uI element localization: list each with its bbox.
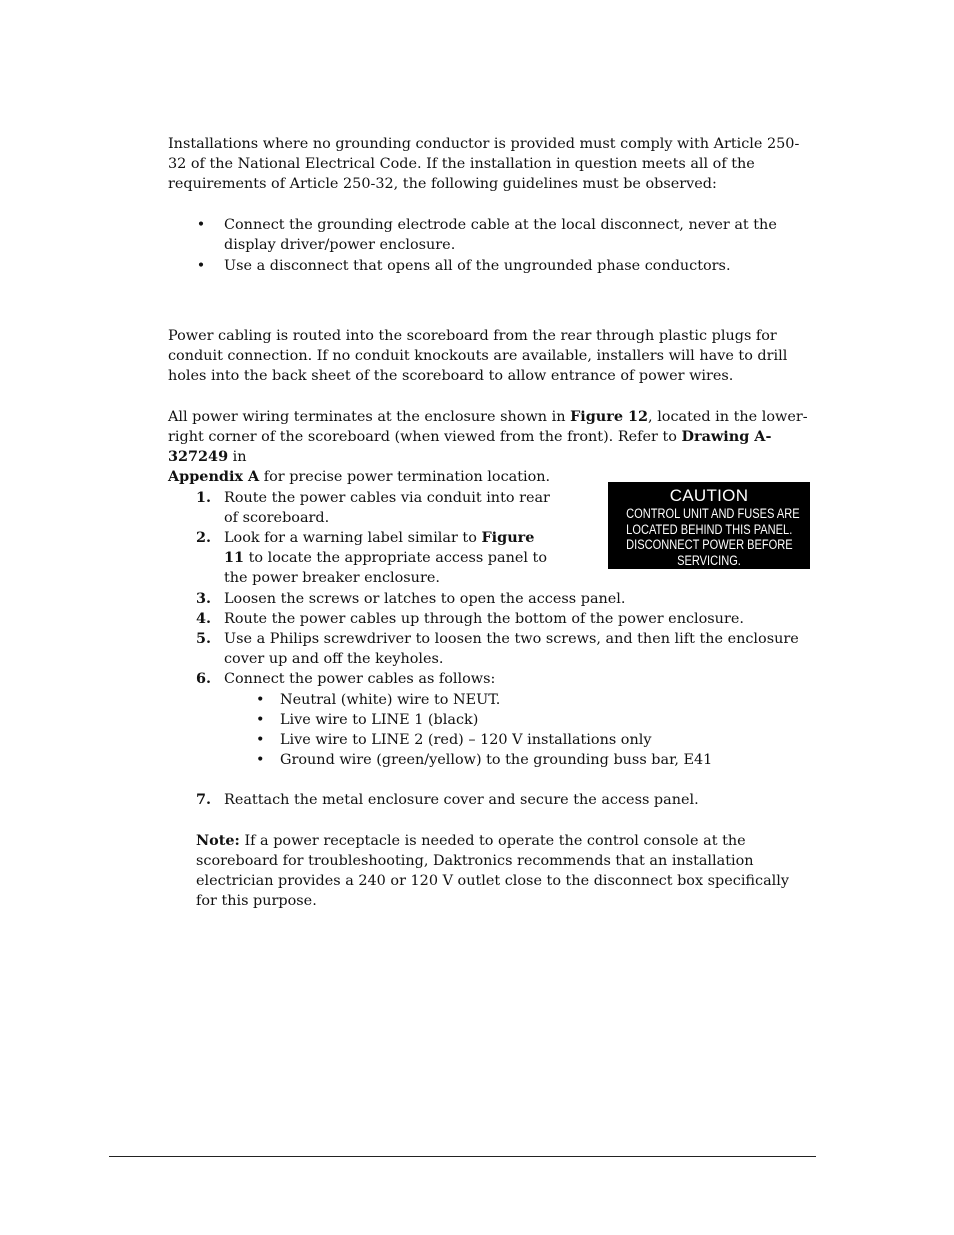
bullet-icon: •: [256, 712, 265, 728]
bullet-icon: •: [256, 692, 265, 708]
footer-divider: [109, 1156, 816, 1157]
bullet-icon: •: [256, 752, 265, 768]
step-text: Connect the power cables as follows:: [224, 671, 496, 687]
step-number: 3.: [196, 590, 212, 607]
caution-line: CONTROL UNIT AND FUSES ARE: [626, 506, 800, 521]
step-7: [196, 790, 808, 810]
guidelines-list: [168, 215, 808, 276]
figure-reference: Figure 12: [570, 408, 649, 425]
guideline-text: Connect the grounding electrode cable at the local disconnect, never at the display driver/power enclosure.: [224, 217, 777, 253]
drawing-reference: Drawing A-327249: [168, 428, 772, 465]
routing-paragraph: Power cabling is routed into the scoreboard from the rear through plastic plugs for conduit connection. If no conduit knockouts are available, installers will have to drill holes into the back sheet of the scoreboard to allow entrance of power wires.: [168, 328, 788, 384]
list-item: [224, 750, 808, 770]
step-text: [224, 528, 559, 588]
caution-line: SERVICING.: [677, 552, 741, 568]
step-5: [196, 629, 808, 669]
step-number: 7.: [196, 791, 212, 808]
step-text-part: Look for a warning label similar to: [224, 530, 482, 546]
grounding-paragraph: Installations where no grounding conductor is provided must comply with Article 250-32 of the National Electrical Code. If the installation in question meets all of the requirements of Article 250-32, the following guidelines must be observed:: [168, 136, 800, 192]
installation-steps: [196, 488, 808, 810]
connections-list: [224, 690, 808, 770]
caution-line: LOCATED BEHIND THIS PANEL.: [626, 521, 793, 537]
step-6: [196, 669, 808, 770]
step-number: 1.: [196, 489, 212, 506]
step-number: 5.: [196, 630, 212, 647]
step-text-part: to locate the appropriate access panel to the power breaker enclosure.: [224, 550, 548, 586]
bullet-icon: •: [196, 258, 206, 274]
caution-line: DISCONNECT POWER BEFORE: [626, 537, 793, 552]
termination-text: All power wiring terminates at the enclosure shown in: [168, 409, 571, 425]
termination-text: in: [228, 449, 247, 465]
step-1: [196, 488, 808, 528]
connection-text: Live wire to LINE 2 (red) – 120 V installations only: [280, 732, 652, 748]
list-item: [168, 256, 808, 276]
step-number: 4.: [196, 610, 212, 627]
connection-text: Live wire to LINE 1 (black): [280, 712, 479, 728]
caution-title: CAUTION: [669, 486, 749, 505]
step-number: 6.: [196, 670, 212, 687]
figure-reference: Figure 11: [224, 529, 535, 566]
termination-text: , located in the lower-right corner of the scoreboard (when viewed from the front). Refer to: [168, 409, 808, 445]
termination-paragraph: [168, 407, 808, 487]
step-2: [196, 528, 808, 588]
step-text: Use a Philips screwdriver to loosen the two screws, and then lift the enclosure cover up and off the keyholes.: [224, 631, 799, 667]
list-item: [224, 710, 808, 730]
termination-text: for precise power termination location.: [259, 469, 551, 485]
step-4: [196, 609, 808, 629]
step-text: Loosen the screws or latches to open the access panel.: [224, 591, 626, 607]
bullet-icon: •: [256, 732, 265, 748]
note-label: Note:: [196, 832, 240, 849]
list-item: [224, 730, 808, 750]
note-text: If a power receptacle is needed to operate the control console at the scoreboard for troubleshooting, Daktronics recommends that an installation electrician provides a 240 or 120 V outlet close to the disconnect box specifically for this purpose.: [196, 833, 790, 909]
note-paragraph: [196, 831, 814, 911]
connection-text: Neutral (white) wire to NEUT.: [280, 692, 501, 708]
step-text: Reattach the metal enclosure cover and secure the access panel.: [224, 792, 699, 808]
step-text: Route the power cables via conduit into rear of scoreboard.: [224, 490, 550, 526]
step-3: [196, 589, 808, 609]
list-item: [168, 215, 808, 255]
list-item: [224, 690, 808, 710]
bullet-icon: •: [196, 217, 206, 233]
step-number: 2.: [196, 529, 212, 546]
connection-text: Ground wire (green/yellow) to the grounding buss bar, E41: [280, 752, 713, 768]
guideline-text: Use a disconnect that opens all of the ungrounded phase conductors.: [224, 258, 731, 274]
appendix-reference: Appendix A: [168, 468, 260, 485]
step-text: Route the power cables up through the bottom of the power enclosure.: [224, 611, 744, 627]
